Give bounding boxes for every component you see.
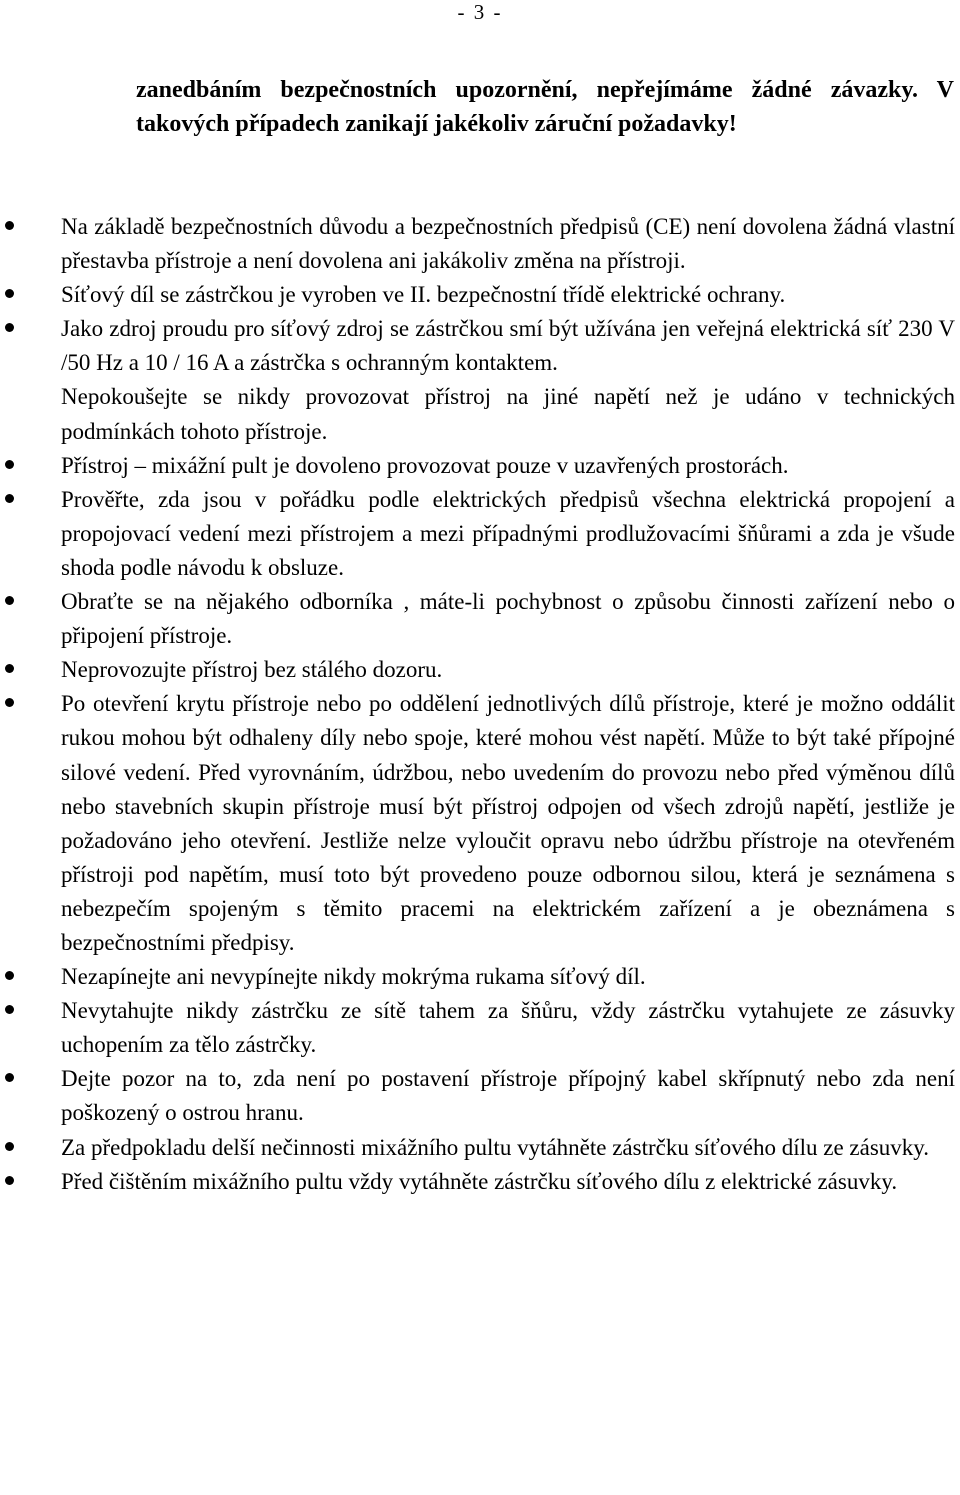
bullet-dot-icon <box>5 664 14 673</box>
bullet-item <box>0 1131 955 1165</box>
bullet-item <box>0 653 955 687</box>
bullet-dot-icon <box>5 698 14 707</box>
bullet-dot-icon <box>5 221 14 230</box>
intro-paragraph: zanedbáním bezpečnostních upozornění, nepřejímáme žádné závazky. V takových případech zanikají jakékoliv záruční požadavky! <box>136 77 954 137</box>
continuation-paragraph <box>0 380 955 448</box>
bullet-dot-icon <box>5 1142 14 1151</box>
page-number: - 3 - <box>457 0 503 24</box>
bullet-dot-icon <box>5 596 14 605</box>
item-text: Nevytahujte nikdy zástrčku ze sítě tahem za šňůru, vždy zástrčku vytahujete ze zásuvky uchopením za tělo zástrčky. <box>61 998 955 1058</box>
bullet-item <box>0 1062 955 1130</box>
item-text: Za předpokladu delší nečinnosti mixážního pultu vytáhněte zástrčku síťového dílu ze zásuvky. <box>61 1134 930 1160</box>
item-text: Před čištěním mixážního pultu vždy vytáhněte zástrčku síťového dílu z elektrické zásuvky. <box>61 1168 898 1194</box>
bullet-item <box>0 585 955 653</box>
item-text: Přístroj – mixážní pult je dovoleno provozovat pouze v uzavřených prostorách. <box>61 452 789 478</box>
bullet-item <box>0 278 955 312</box>
bullet-dot-icon <box>5 1073 14 1082</box>
bullet-item <box>0 312 955 380</box>
item-text: Prověřte, zda jsou v pořádku podle elektrických předpisů všechna elektrická propojení a propojovací vedení mezi přístrojem a mezi případnými prodlužovacími šňůrami a zda je všude shoda podle návodu k obsluze. <box>61 486 955 580</box>
bullet-dot-icon <box>5 323 14 332</box>
bullet-item <box>0 1165 955 1199</box>
bullet-dot-icon <box>5 289 14 298</box>
item-text: Nepokoušejte se nikdy provozovat přístroj na jiné napětí než je udáno v technických podmínkách tohoto přístroje. <box>61 384 955 444</box>
bullet-dot-icon <box>5 1005 14 1014</box>
item-text: Nezapínejte ani nevypínejte nikdy mokrýma rukama síťový díl. <box>61 964 646 990</box>
bullet-item <box>0 994 955 1062</box>
bullet-dot-icon <box>5 494 14 503</box>
bullet-item <box>0 449 955 483</box>
bullet-dot-icon <box>5 971 14 980</box>
bullet-dot-icon <box>5 460 14 469</box>
item-text: Dejte pozor na to, zda není po postavení přístroje přípojný kabel skřípnutý nebo zda není poškozený o ostrou hranu. <box>61 1066 955 1126</box>
item-text: Neprovozujte přístroj bez stálého dozoru. <box>61 657 443 683</box>
safety-instructions-list <box>0 210 960 1199</box>
item-text: Jako zdroj proudu pro síťový zdroj se zástrčkou smí být užívána jen veřejná elektrická síť 230 V /50 Hz a 10 / 16 A a zástrčka s ochranným kontaktem. <box>61 316 955 376</box>
bullet-dot-icon <box>5 1176 14 1185</box>
bullet-item <box>0 687 955 960</box>
item-text: Obraťte se na nějakého odborníka , máte-li pochybnost o způsobu činnosti zařízení nebo o připojení přístroje. <box>61 589 955 649</box>
item-text: Na základě bezpečnostních důvodu a bezpečnostních předpisů (CE) není dovolena žádná vlastní přestavba přístroje a není dovolena ani jakákoliv změna na přístroji. <box>61 214 955 274</box>
bullet-item <box>0 483 955 585</box>
bullet-item <box>0 210 955 278</box>
item-text: Síťový díl se zástrčkou je vyroben ve II. bezpečnostní třídě elektrické ochrany. <box>61 282 786 308</box>
bullet-item <box>0 960 955 994</box>
item-text: Po otevření krytu přístroje nebo po oddělení jednotlivých dílů přístroje, které je možno oddálit rukou mohou být odhaleny díly nebo spoje, které mohou vést napětí. Může to být také přípojné silové vedení. Před vyrovnáním, údržbou, nebo uvedením do provozu nebo před výměnou dílů nebo stavebních skupin přístroje musí být přístroj odpojen od všech zdrojů napětí, jestliže je požadováno jeho otevření. Jestliže nelze vyloučit opravu nebo údržbu přístroje na otevřeném přístroji pod napětím, musí toto být provedeno pouze odbornou silou, která je seznámena s nebezpečím spojeným s těmito pracemi na elektrickém zařízení a je obeznámena s bezpečnostními předpisy. <box>61 691 955 955</box>
